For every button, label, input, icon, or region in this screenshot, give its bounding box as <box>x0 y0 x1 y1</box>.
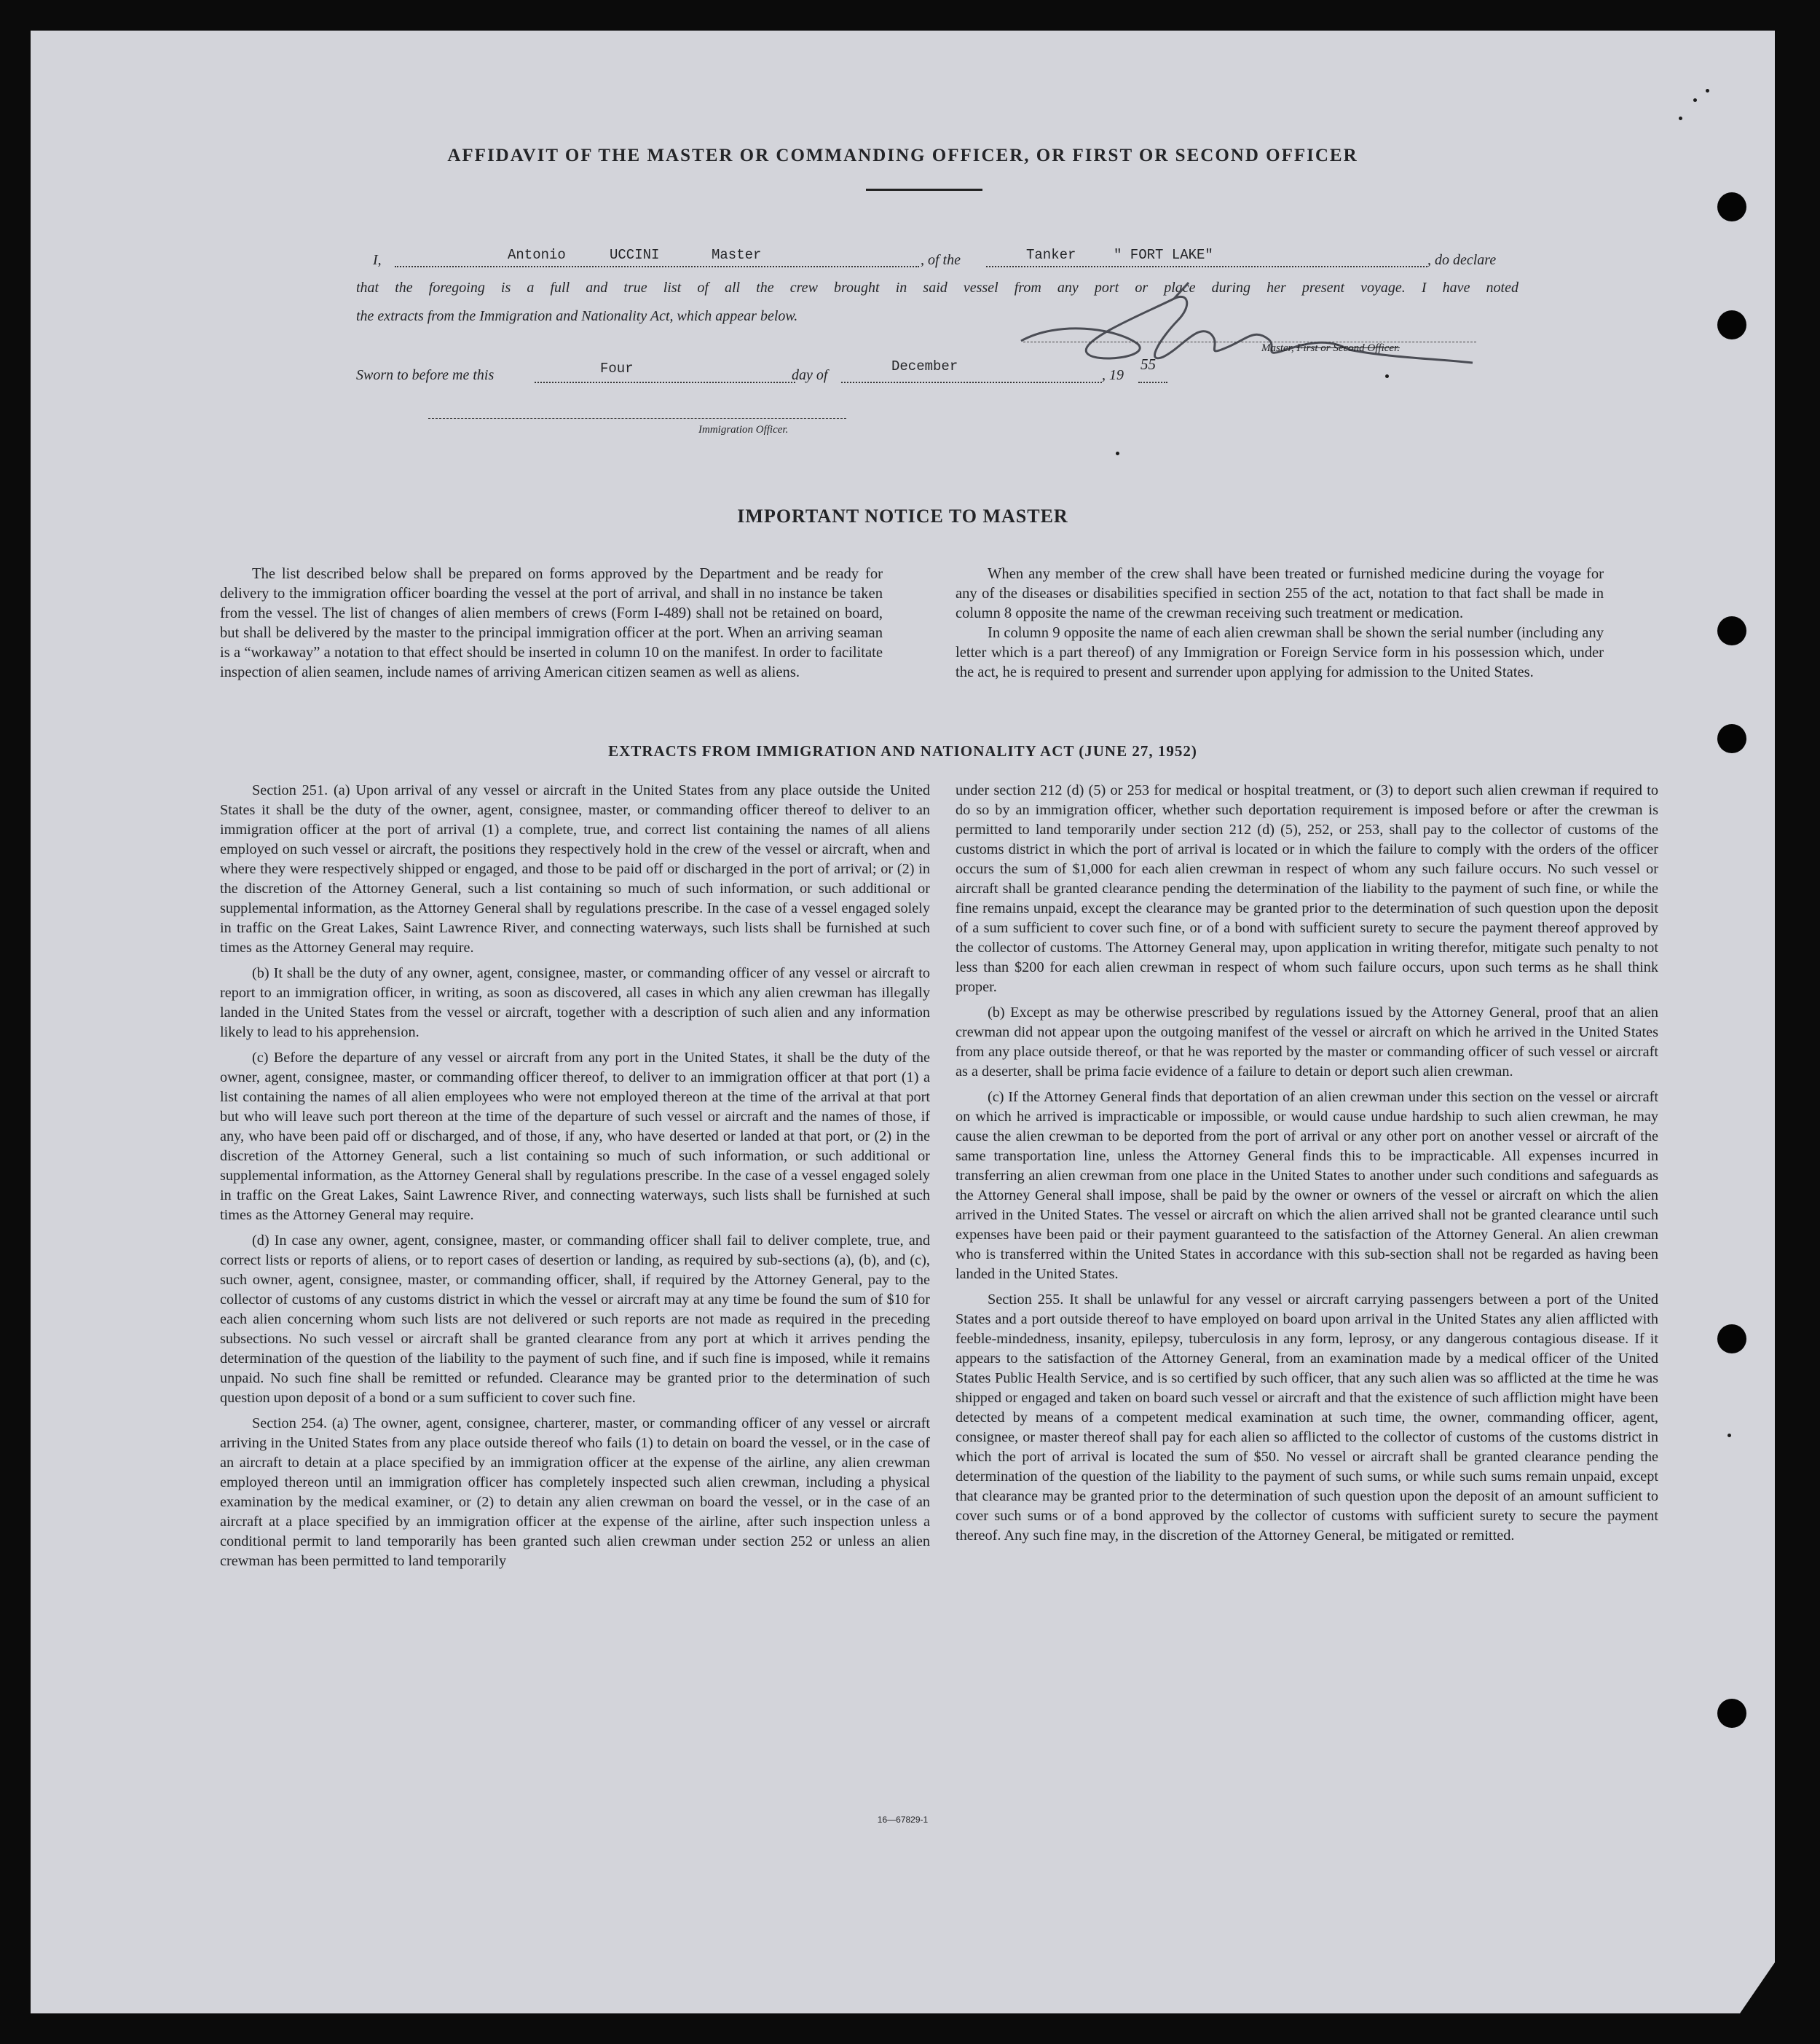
section-paragraph: Section 251. (a) Upon arrival of any vessel or aircraft in the United States from any place outside the United States it shall be the duty of the owner, agent, consignee, master, or commanding officer thereof to deliver to an immigration officer at the port of arrival (1) a complete, true, and correct list containing the names of all aliens employed on such vessel or aircraft, the positions they respectively hold in the crew of the vessel or aircraft, when and where they were respectively shipped or engaged, and those to be paid off or discharged in the port of arrival; or (2) in the discretion of the Attorney General, such a list containing so much of such information, or such additional or supplemental information, as the Attorney General shall by regulations prescribe. In the case of a vessel engaged solely in traffic on the Great Lakes, Saint Lawrence River, and connecting waterways, such lists shall be furnished at such times as the Attorney General may require. <box>220 782 930 956</box>
declaration-line: that the foregoing is a full and true list of all the crew brought in said vessel from any port or place during her present voyage. I have noted <box>356 280 1518 296</box>
vessel-type: Tanker <box>1026 247 1076 263</box>
punch-hole <box>1717 310 1746 339</box>
form-code: 16—67829-1 <box>877 1815 929 1825</box>
section-paragraph: (d) In case any owner, agent, consignee, master, or commanding officer shall fail to deliver complete, true, and correct lists or reports of aliens, or to report cases of desertion or landing, as required by sub-sections (a), (b), and (c), such owner, agent, consignee, master, or commanding officer, shall, if required by the Attorney General, pay to the collector of customs of any customs district in which the vessel or aircraft may at any time be found the sum of $10 for each alien concerning whom such lists are not delivered or such reports are not made as required in the preceding subsections. No such vessel or aircraft shall be granted clearance from any port at which it arrives pending the determination of the question of the liability to the payment of such fine, and if such fine is imposed, while it remains unpaid. No such fine shall be remitted or refunded. Clearance may be granted prior to the determination of such question upon deposit of a bond or a sum sufficient to cover such fine. <box>220 1233 930 1406</box>
master-first-name: Antonio <box>508 247 566 263</box>
sworn-label: Sworn to before me this <box>356 367 495 383</box>
section-paragraph: Section 254. (a) The owner, agent, consignee, charterer, master, or commanding officer of any vessel or aircraft arriving in the United States from any place outside thereof who fails (1) to detain on board the vessel, or in the case of an aircraft to detain at a place specified by an immigration officer at the expense of the airline, any alien crewman employed thereon until an immigration officer has completely inspected such alien crewman, including a physical examination by the medical examiner, or (2) to detain any alien crewman on board the vessel, or in the case of an aircraft at a place specified by an immigration officer at the expense of the airline, after such inspection unless a conditional permit to land temporarily has been granted such alien crewman under section 252 or unless an alien crewman has been permitted to land temporarily <box>220 1415 930 1569</box>
officer-signature-line <box>428 418 846 419</box>
extracts-left-column <box>220 781 930 1577</box>
section-paragraph: (c) If the Attorney General finds that deportation of an alien crewman under this section on the vessel or aircraft on which he arrived is impracticable or impossible, or would cause undue hardship to such alien crewman, he may cause the alien crewman to be deported from the port of arrival or any other port on another vessel or aircraft of the same transportation line, unless the Attorney General finds this to be impracticable. All expenses incurred in transferring an alien crewman from one place in the United States to another under such conditions and safeguards as the Attorney General shall impose, shall be paid by the owner or owners of the vessel or aircraft on which the alien arrived in the United States. The vessel or aircraft on which the alien arrived shall not be granted clearance until such expenses have been paid or their payment guaranteed to the satisfaction of the Attorney General. An alien crewman who is transferred within the United States in accordance with this sub-section shall not be regarded as having been landed in the United States. <box>956 1089 1658 1282</box>
notice-left-column <box>220 565 883 683</box>
extracts-title: EXTRACTS FROM IMMIGRATION AND NATIONALITY ACT (JUNE 27, 1952) <box>608 742 1197 760</box>
punch-hole <box>1717 1699 1746 1728</box>
section-paragraph: (c) Before the departure of any vessel or aircraft from any port in the United States, it shall be the duty of the owner, agent, consignee, master, or commanding officer thereof, to deliver to an immigration officer at that port (1) a list containing the names of all alien employees who were not employed thereon at the time of the arrival at that port but who will leave such port thereon at the time of the departure of such vessel or aircraft and the names of those, if any, who have been paid off or discharged, and of those, if any, who have deserted or landed at that port, or (2) in the discretion of the Attorney General, such a list containing so much of such information, or such additional or supplemental information, as the Attorney General shall by regulations prescribe. In the case of a vessel engaged solely in traffic on the Great Lakes, Saint Lawrence River, and connecting waterways, such lists shall be furnished at such times as the Attorney General may require. <box>220 1050 930 1223</box>
notice-right-column <box>956 565 1604 683</box>
section-paragraph: (b) Except as may be otherwise prescribed by regulations issued by the Attorney General, proof that an alien crewman did not appear upon the outgoing manifest of the vessel or aircraft on which he arrived in the United States from any place outside thereof, or that he was reported by the master or commanding officer of such vessel or aircraft as a deserter, shall be prima facie evidence of a failure to detain or deport such alien crewman. <box>956 1005 1658 1080</box>
of-the-label: , of the <box>921 252 961 268</box>
document-page <box>31 31 1775 2013</box>
affidavit-title: AFFIDAVIT OF THE MASTER OR COMMANDING OFFICER, OR FIRST OR SECOND OFFICER <box>447 146 1358 165</box>
notice-paragraph: In column 9 opposite the name of each alien crewman shall be shown the serial number (including any letter which is a part thereof) of any Immigration or Foreign Service form in his possession which, under the act, he is required to present and surrender upon applying for admission to the United States. <box>956 625 1604 680</box>
struck-officer-caption: First or Second Officer. <box>1296 342 1400 354</box>
vessel-name: " FORT LAKE" <box>1114 247 1213 263</box>
extracts-right-column <box>956 781 1658 1552</box>
vessel-field-line <box>986 266 1427 267</box>
day-field-line <box>535 382 795 383</box>
sworn-day: Four <box>600 361 634 377</box>
sworn-year: 55 <box>1141 355 1156 373</box>
year-prefix: , 19 <box>1102 367 1124 383</box>
immigration-officer-caption: Immigration Officer. <box>698 424 789 436</box>
section-paragraph: under section 212 (d) (5) or 253 for medical or hospital treatment, or (3) to deport such alien crewman if required to do so by an immigration officer, whether such deportation requirement is imposed before or after the crewman is permitted to land temporarily under section 212 (d) (5), 252, or 253, shall pay to the collector of customs of the customs district in which the port of arrival is located or in which the failure to comply with the orders of the officer occurs the sum of $1,000 for each alien crewman in respect of whom any such failure occurs. No such vessel or aircraft shall be granted clearance pending the determination of the liability to the payment of such fine, or while the fine remains unpaid, except the clearance may be granted prior to the determination of such question upon the deposit of a sum sufficient to cover such fine, or of a bond with sufficient surety to secure the payment thereof approved by the collector of customs. The Attorney General may, upon application in writing therefor, mitigate such penalty to not less than $200 for each alien crewman in respect of whom such failure occurs, upon such terms as he shall think proper. <box>956 782 1658 995</box>
month-field-line <box>841 382 1102 383</box>
signature-caption: Master, First or Second Officer. <box>1261 342 1400 354</box>
day-of-label: day of <box>792 367 828 383</box>
master-signature <box>1006 277 1487 372</box>
notice-title: IMPORTANT NOTICE TO MASTER <box>737 506 1068 527</box>
punch-hole <box>1717 616 1746 645</box>
do-declare-label: , do declare <box>1427 252 1497 268</box>
declaration-line-2: the extracts from the Immigration and Nationality Act, which appear below. <box>356 308 798 324</box>
sworn-month: December <box>891 358 958 374</box>
notice-paragraph: When any member of the crew shall have been treated or furnished medicine during the voyage for any of the diseases or disabilities specified in section 255 of the act, notation to that fact shall be made in column 8 opposite the name of the crewman receiving such treatment or medication. <box>956 566 1604 621</box>
torn-corner <box>1740 1962 1775 2013</box>
section-paragraph: (b) It shall be the duty of any owner, agent, consignee, master, or commanding officer of any vessel or aircraft to report to an immigration officer, in writing, as soon as discovered, all cases in which any alien crewman has illegally landed in the United States from the vessel or aircraft, together with a description of such alien and any information likely to lead to his apprehension. <box>220 965 930 1040</box>
year-field-line <box>1138 382 1167 383</box>
punch-hole <box>1717 1324 1746 1353</box>
section-paragraph: Section 255. It shall be unlawful for any vessel or aircraft carrying passengers between a port of the United States and a port outside thereof to have employed on board upon arrival in the United States any alien afflicted with feeble-mindedness, insanity, epilepsy, tuberculosis in any form, leprosy, or any dangerous contagious disease. If it appears to the satisfaction of the Attorney General, from an examination made by a medical officer of the United States Public Health Service, and is so certified by such officer, that any such alien was so afflicted at the time he was shipped or engaged and taken on board such vessel or aircraft and that the existence of such affliction might have been detected by means of a competent medical examination at such time, the owner, commanding officer, agent, consignee, or master thereof shall pay for each alien so afflicted to the collector of customs of the customs district in which the port of arrival is located the sum of $50. No vessel or aircraft shall be granted clearance pending the determination of the question of the liability to the payment of such sums, or while such sums remain unpaid, except that clearance may be granted prior to the determination of such question upon the deposit of an amount sufficient to cover such sums or of a bond approved by the collector of customs with sufficient surety to secure the payment thereof. Any such fine may, in the discretion of the Attorney General, be mitigated or remitted. <box>956 1292 1658 1544</box>
punch-hole <box>1717 192 1746 221</box>
master-rank: Master <box>712 247 762 263</box>
master-surname: UCCINI <box>610 247 660 263</box>
title-rule <box>866 189 982 191</box>
i-label: I, <box>373 252 382 268</box>
name-field-line <box>395 266 919 267</box>
notice-paragraph: The list described below shall be prepared on forms approved by the Department and be ready for delivery to the immigration officer boarding the vessel at the port of arrival, and shall in no instance be taken from the vessel. The list of changes of alien members of crews (Form I-489) shall not be retained on board, but shall be delivered by the master to the principal immigration officer at the port. When an arriving seaman is a “workaway” a notation to that effect should be inserted in column 10 on the manifest. In order to facilitate inspection of alien seamen, include names of arriving American citizen seamen as well as aliens. <box>220 566 883 680</box>
